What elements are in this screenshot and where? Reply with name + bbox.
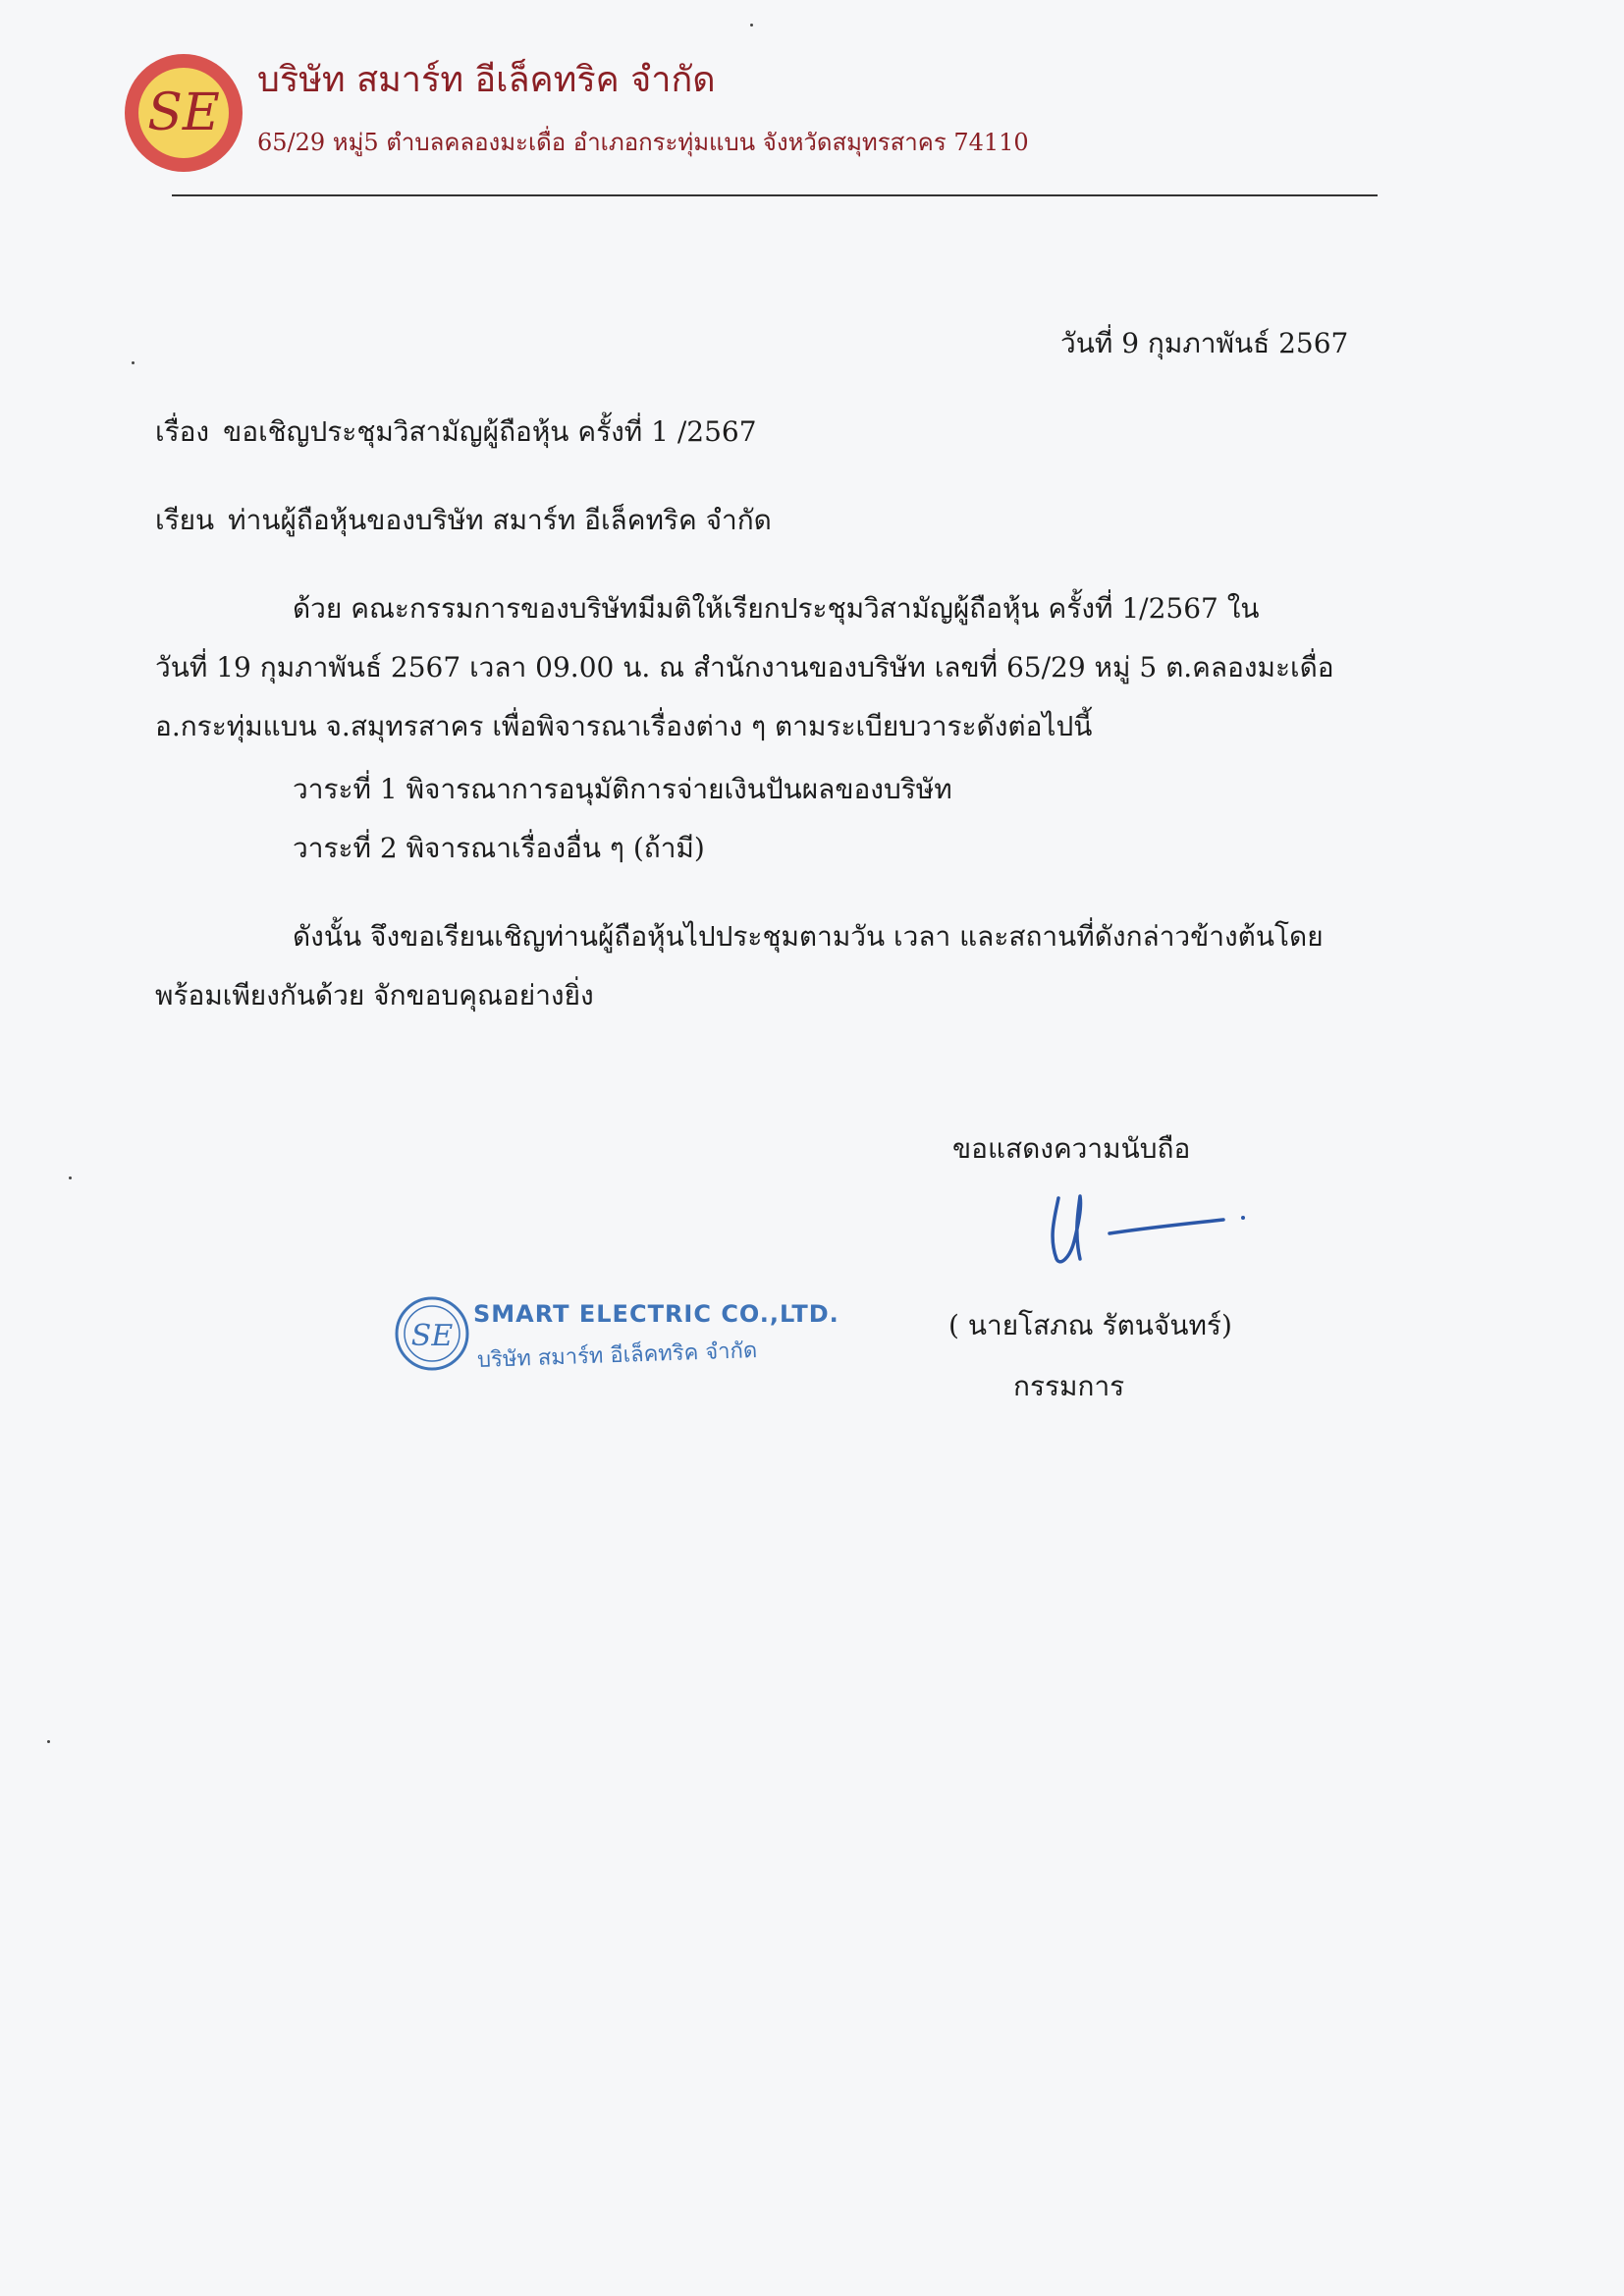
company-stamp bbox=[393, 1294, 839, 1383]
logo-monogram: SE bbox=[147, 83, 220, 142]
paragraph1-line3: อ.กระทุ่มแบน จ.สมุทรสาคร เพื่อพิจารณาเรื่องต่าง ๆ ตามระเบียบวาระดังต่อไปนี้ bbox=[155, 710, 1093, 742]
salutation-text: ท่านผู้ถือหุ้นของบริษัท สมาร์ท อีเล็คทริค จำกัด bbox=[228, 504, 772, 536]
letterhead-divider bbox=[172, 194, 1378, 196]
salutation-line bbox=[155, 499, 772, 542]
paragraph2-line2: พร้อมเพียงกันด้วย จักขอบคุณอย่างยิ่ง bbox=[155, 979, 594, 1011]
scan-speck bbox=[750, 24, 753, 27]
agenda-item-1: วาระที่ 1 พิจารณาการอนุมัติการจ่ายเงินปันผลของบริษัท bbox=[293, 773, 952, 805]
handwritten-signature bbox=[1041, 1178, 1257, 1277]
stamp-logo bbox=[393, 1294, 471, 1373]
company-address: 65/29 หมู่5 ตำบลคลองมะเดื่อ อำเภอกระทุ่มแบน จังหวัดสมุทรสาคร 74110 bbox=[257, 129, 1029, 156]
paragraph1-line2: วันที่ 19 กุมภาพันธ์ 2567 เวลา 09.00 น. ณ สำนักงานของบริษัท เลขที่ 65/29 หมู่ 5 ต.คลองมะเดื่อ bbox=[155, 651, 1334, 683]
paragraph1-line1: ด้วย คณะกรรมการของบริษัทมีมติให้เรียกประชุมวิสามัญผู้ถือหุ้น ครั้งที่ 1/2567 ใน bbox=[293, 592, 1260, 625]
paragraph2-line1: ดังนั้น จึงขอเรียนเชิญท่านผู้ถือหุ้นไปประชุมตามวัน เวลา และสถานที่ดังกล่าวข้างต้นโดย bbox=[293, 920, 1324, 953]
scan-speck bbox=[47, 1740, 50, 1743]
scan-speck bbox=[132, 361, 135, 364]
signer-title: กรรมการ bbox=[1013, 1370, 1125, 1402]
stamp-name-en: SMART ELECTRIC CO.,LTD. bbox=[473, 1300, 839, 1328]
stamp-monogram: SE bbox=[410, 1319, 454, 1353]
company-name: บริษัท สมาร์ท อีเล็คทริค จำกัด bbox=[257, 60, 716, 100]
subject-line bbox=[155, 410, 757, 454]
subject-label: เรื่อง bbox=[155, 415, 210, 448]
closing-text: ขอแสดงความนับถือ bbox=[952, 1132, 1191, 1165]
subject-text: ขอเชิญประชุมวิสามัญผู้ถือหุ้น ครั้งที่ 1 /2567 bbox=[223, 415, 757, 448]
signer-name: ( นายโสภณ รัตนจันทร์) bbox=[948, 1309, 1232, 1341]
letter-date: วันที่ 9 กุมภาพันธ์ 2567 bbox=[1060, 327, 1349, 359]
scan-speck bbox=[69, 1176, 72, 1179]
agenda-item-2: วาระที่ 2 พิจารณาเรื่องอื่น ๆ (ถ้ามี) bbox=[293, 832, 705, 864]
company-logo bbox=[122, 51, 245, 175]
salutation-label: เรียน bbox=[155, 504, 215, 536]
stamp-name-th: บริษัท สมาร์ท อีเล็คทริค จำกัด bbox=[476, 1339, 758, 1373]
